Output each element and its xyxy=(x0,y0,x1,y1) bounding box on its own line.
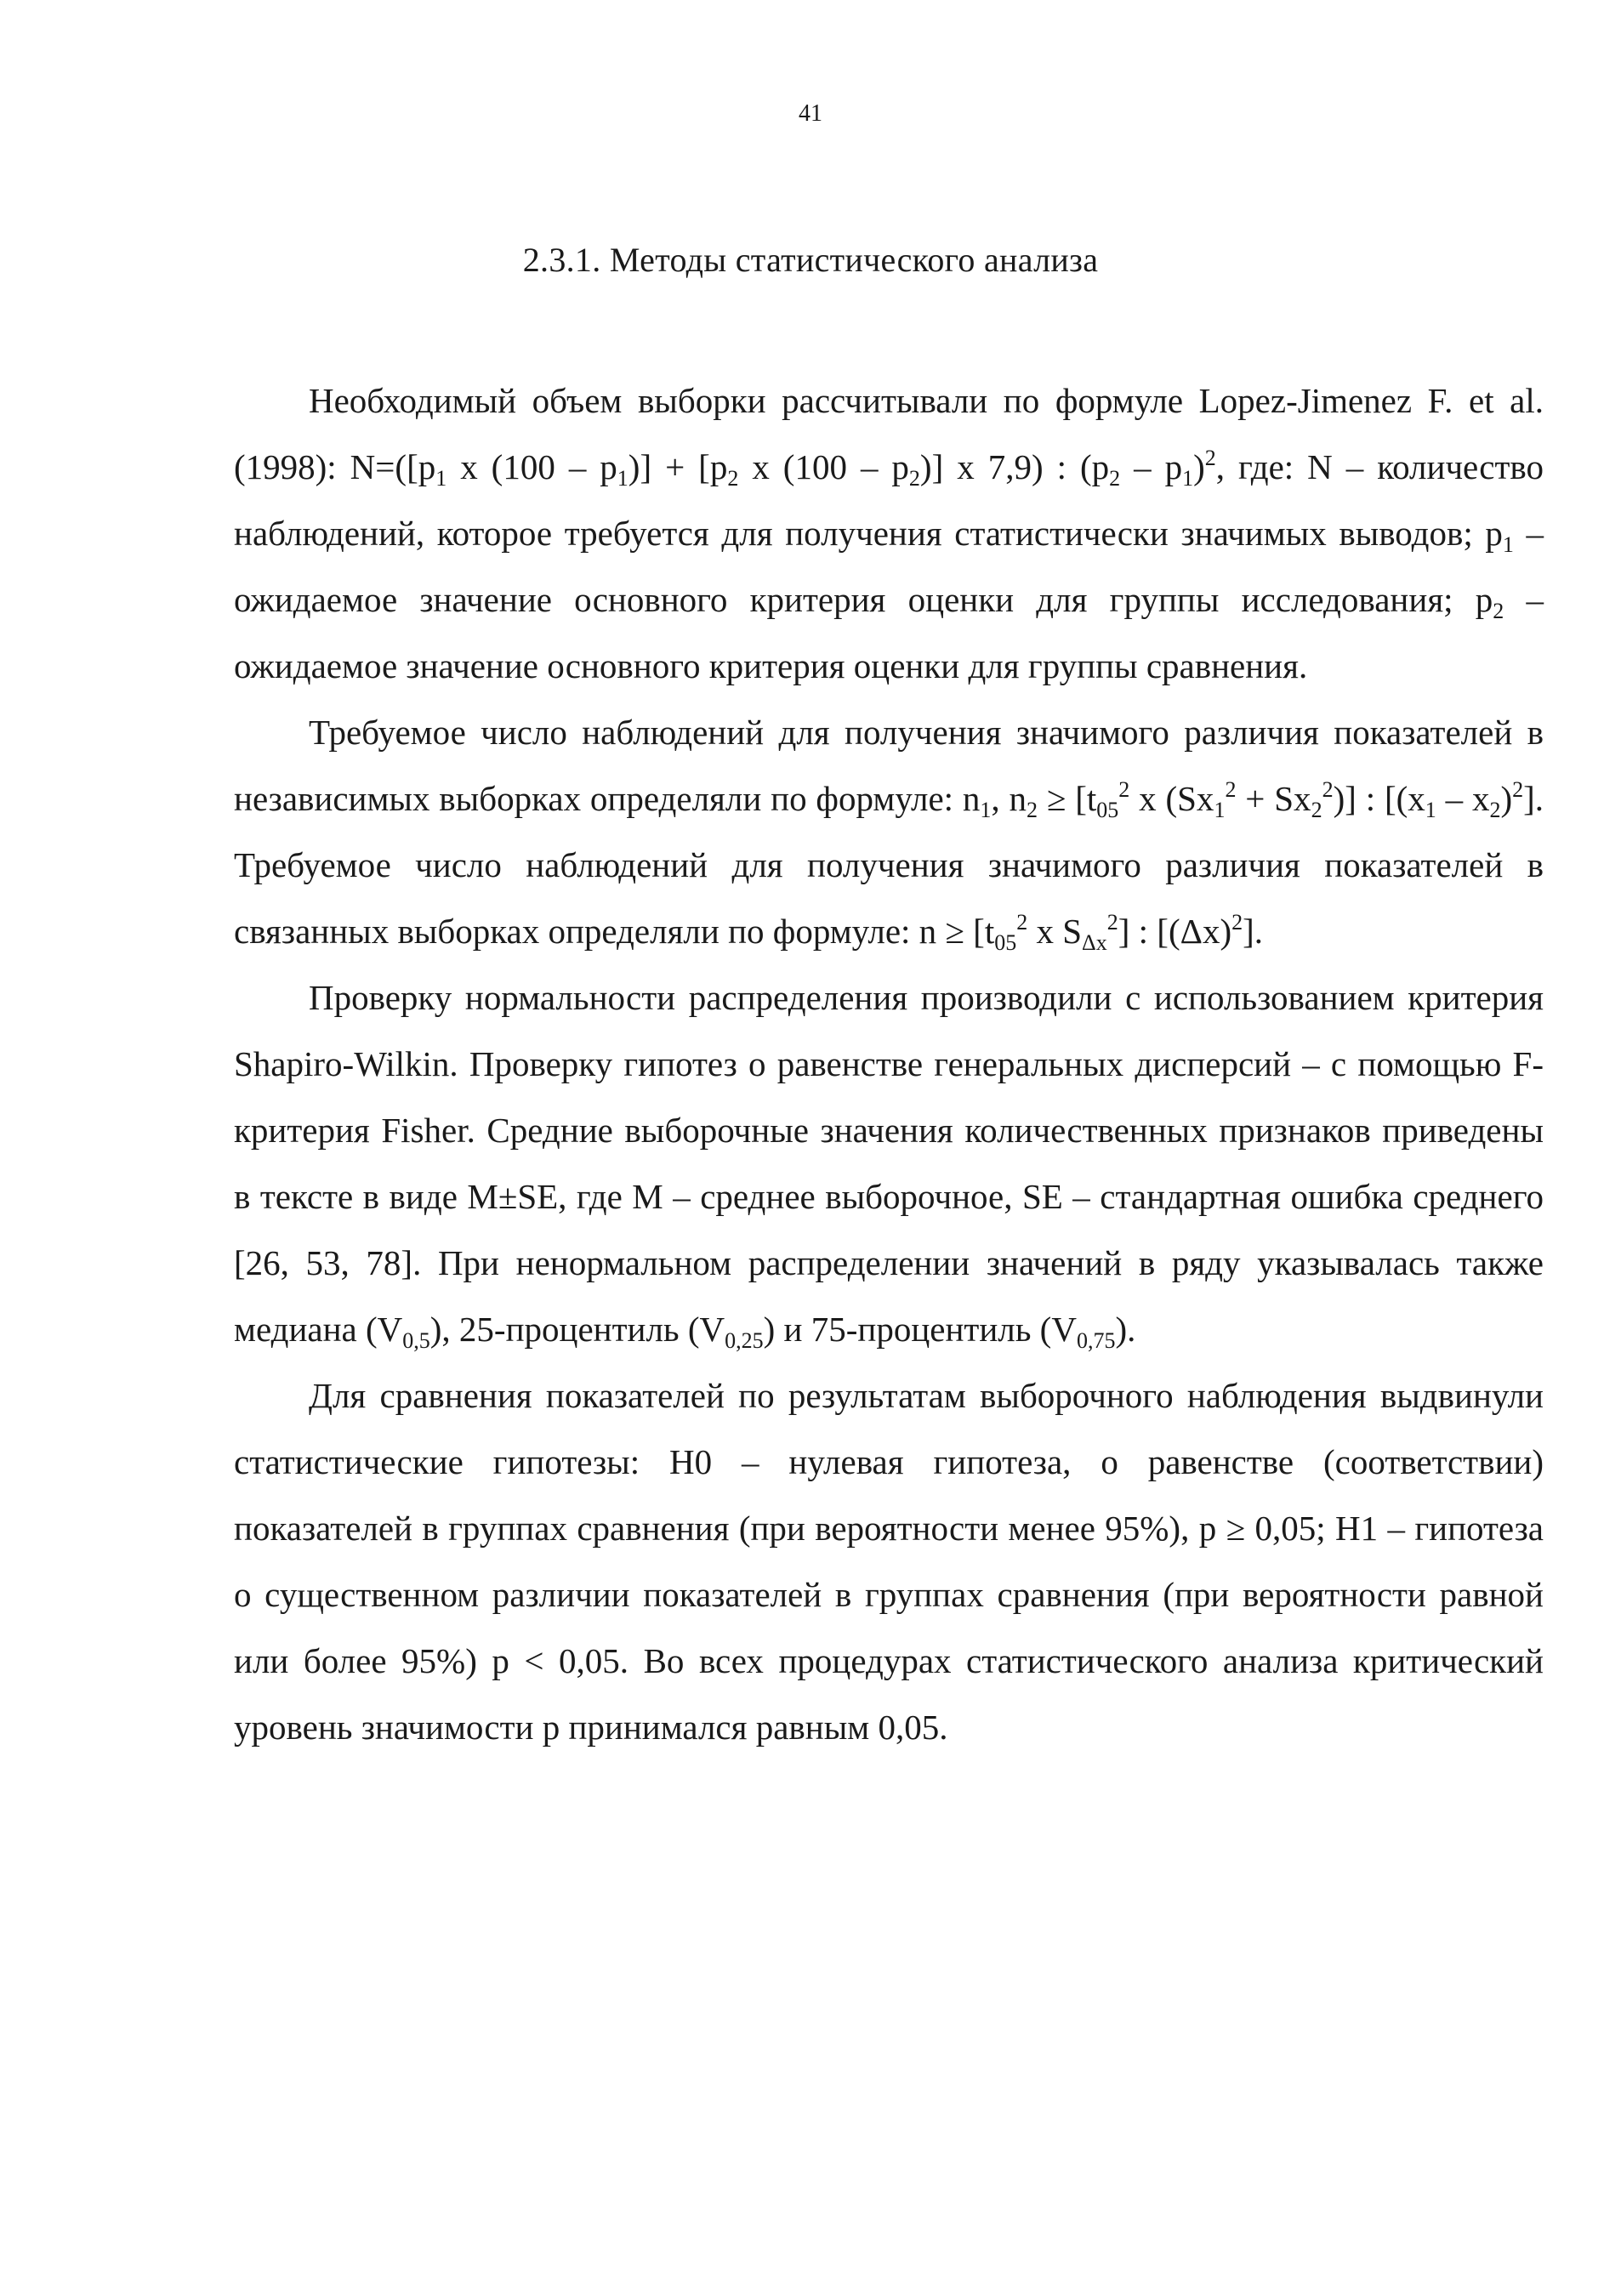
text-run: x (100 – p xyxy=(446,447,617,486)
paragraph-normality xyxy=(234,964,1544,1362)
superscript: 2 xyxy=(1512,777,1524,802)
superscript: 2 xyxy=(1016,910,1028,935)
text-run: – ожидаемое значение основного критерия оценки для группы сравнения. xyxy=(234,580,1544,685)
text-run: ] : [(Δx) xyxy=(1118,912,1232,951)
text-run: ) xyxy=(1500,779,1513,818)
paragraph-required-observations xyxy=(234,699,1544,964)
text-run: Проверку нормальности распределения производили с использованием критерия Shapiro-Wilkin. Проверку гипотез о равенстве генеральных дисперсий – с помощью F-критерия Fisher. Средние выборочные значения количественных признаков приведены в тексте в виде M±SE, где M – среднее выборочное, SE – стандартная ошибка среднего [26, 53, 78]. При ненормальном распределении значений в ряду указывалась также медиана (V xyxy=(234,978,1544,1349)
subscript: 2 xyxy=(1311,798,1322,822)
subscript: 2 xyxy=(1489,798,1501,822)
text-run: – p xyxy=(1120,447,1183,486)
subscript: 1 xyxy=(435,466,447,491)
superscript: 2 xyxy=(1118,777,1130,802)
subscript: 2 xyxy=(908,466,920,491)
text-run: – ожидаемое значение основного критерия оценки для группы исследования; p xyxy=(234,514,1544,619)
text-run: Для сравнения показателей по результатам выборочного наблюдения выдвинули статистические гипотезы: H0 – нулевая гипотеза, о равенстве (соответствии) показателей в группах сравнения (при вероятности менее 95%), p ≥ 0,05; H1 – гипотеза о существенном различии показателей в группах сравнения (при вероятности равной или более 95%) p < 0,05. Во всех процедурах статистического анализа критический уровень значимости p принимался равным 0,05. xyxy=(234,1376,1544,1747)
text-run: ), 25-процентиль (V xyxy=(429,1310,725,1349)
paragraph-hypotheses xyxy=(234,1362,1544,1760)
subscript: 2 xyxy=(1109,466,1121,491)
text-run: x (100 – p xyxy=(738,447,909,486)
text-run: )] : [(x xyxy=(1333,779,1425,818)
text-run: – x xyxy=(1436,779,1490,818)
text-run: Необходимый объем выборки рассчитывали по формуле Lopez-Jimenez F. et al. (1998): N=([p xyxy=(234,381,1544,486)
text-run: )] + [p xyxy=(628,447,728,486)
subscript: 1 xyxy=(1214,798,1226,822)
subscript: 2 xyxy=(1493,599,1504,623)
superscript: 2 xyxy=(1231,910,1243,935)
text-run: , n xyxy=(991,779,1027,818)
text-run: ]. xyxy=(1243,912,1264,951)
section-heading: 2.3.1. Методы статистического анализа xyxy=(522,241,1099,279)
subscript: Δx xyxy=(1082,930,1107,955)
subscript: 1 xyxy=(617,466,628,491)
text-run: ≥ [t xyxy=(1038,779,1097,818)
text-run: + Sx xyxy=(1236,779,1311,818)
superscript: 2 xyxy=(1225,777,1237,802)
text-run: , где: N – количество наблюдений, которое требуется для получения статистически значимых выводов; p xyxy=(234,447,1544,553)
subscript: 2 xyxy=(727,466,739,491)
subscript: 0,25 xyxy=(725,1328,764,1353)
subscript: 2 xyxy=(1027,798,1038,822)
subscript: 1 xyxy=(980,798,992,822)
body-text xyxy=(234,367,1544,1760)
text-run: ) xyxy=(1193,447,1205,486)
text-run: ) и 75-процентиль (V xyxy=(763,1310,1077,1349)
subscript: 05 xyxy=(1096,798,1119,822)
text-run: )] x 7,9) : (p xyxy=(919,447,1110,486)
subscript: 0,75 xyxy=(1076,1328,1116,1353)
superscript: 2 xyxy=(1106,910,1118,935)
page-number: 41 xyxy=(799,100,822,127)
text-run: ). xyxy=(1115,1310,1136,1349)
superscript: 2 xyxy=(1204,446,1216,470)
superscript: 2 xyxy=(1322,777,1334,802)
text-run: x S xyxy=(1027,912,1083,951)
subscript: 1 xyxy=(1502,532,1514,557)
subscript: 0,5 xyxy=(402,1328,430,1353)
text-run: ]. Требуемое число наблюдений для получения значимого различия показателей в связанных выборках определяли по формуле: n ≥ [t xyxy=(234,779,1544,951)
subscript: 1 xyxy=(1425,798,1436,822)
text-run: Требуемое число наблюдений для получения значимого различия показателей в независимых выборках определяли по формуле: n xyxy=(234,713,1544,818)
paragraph-sample-size xyxy=(234,367,1544,699)
subscript: 1 xyxy=(1182,466,1194,491)
text-run: x (Sx xyxy=(1129,779,1214,818)
subscript: 05 xyxy=(994,930,1017,955)
